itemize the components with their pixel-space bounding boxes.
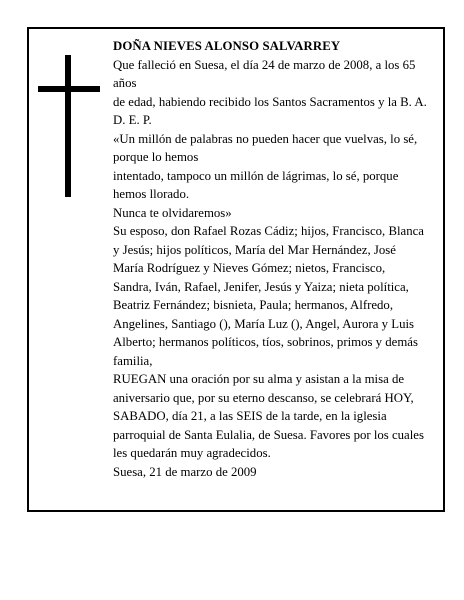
cross-vertical-bar bbox=[65, 55, 71, 197]
notice-date: Suesa, 21 de marzo de 2009 bbox=[113, 464, 257, 479]
sacraments-line: de edad, habiendo recibido los Santos Sacramentos y la B. A. bbox=[113, 94, 427, 109]
quote-line-1: «Un millón de palabras no pueden hacer que vuelvas, lo sé, porque lo hemos bbox=[113, 131, 418, 164]
rest-in-peace-line: D. E. P. bbox=[113, 113, 152, 127]
quote-line-3: Nunca te olvidaremos» bbox=[113, 205, 232, 220]
family-list: Su esposo, don Rafael Rozas Cádiz; hijos, Francisco, Blanca y Jesús; hijos políticos, María del Mar Hernández, José María Rodríguez y Nieves Gómez; nietos, Francisco, Sandra, Iván, Rafael, Jenifer, Jesús y Yaiza; nieta política, Beatriz Fernández; bisnieta, Paula; hermanos, Alfredo, Angelines, Santiago (), María Luz (), Angel, Aurora y Luis Alberto; hermanos políticos, tíos, sobrinos, primos y demás familia, bbox=[113, 224, 424, 368]
quote-line-2: intentado, tampoco un millón de lágrimas, lo sé, porque hemos llorado. bbox=[113, 168, 399, 201]
death-announcement-line: Que falleció en Suesa, el día 24 de marzo de 2008, a los 65 años bbox=[113, 57, 416, 90]
deceased-name: DOÑA NIEVES ALONSO SALVARREY bbox=[113, 39, 341, 53]
mass-request: RUEGAN una oración por su alma y asistan a la misa de aniversario que, por su eterno descanso, se celebrará HOY, SABADO, día 21, a las SEIS de la tarde, en la iglesia parroquial de Santa Eulalia, de Suesa. Favores por los cuales les quedarán muy agradecidos. bbox=[113, 372, 424, 460]
obituary-text-block bbox=[113, 37, 427, 481]
cross-horizontal-bar bbox=[38, 86, 100, 92]
cross-icon bbox=[38, 55, 100, 197]
